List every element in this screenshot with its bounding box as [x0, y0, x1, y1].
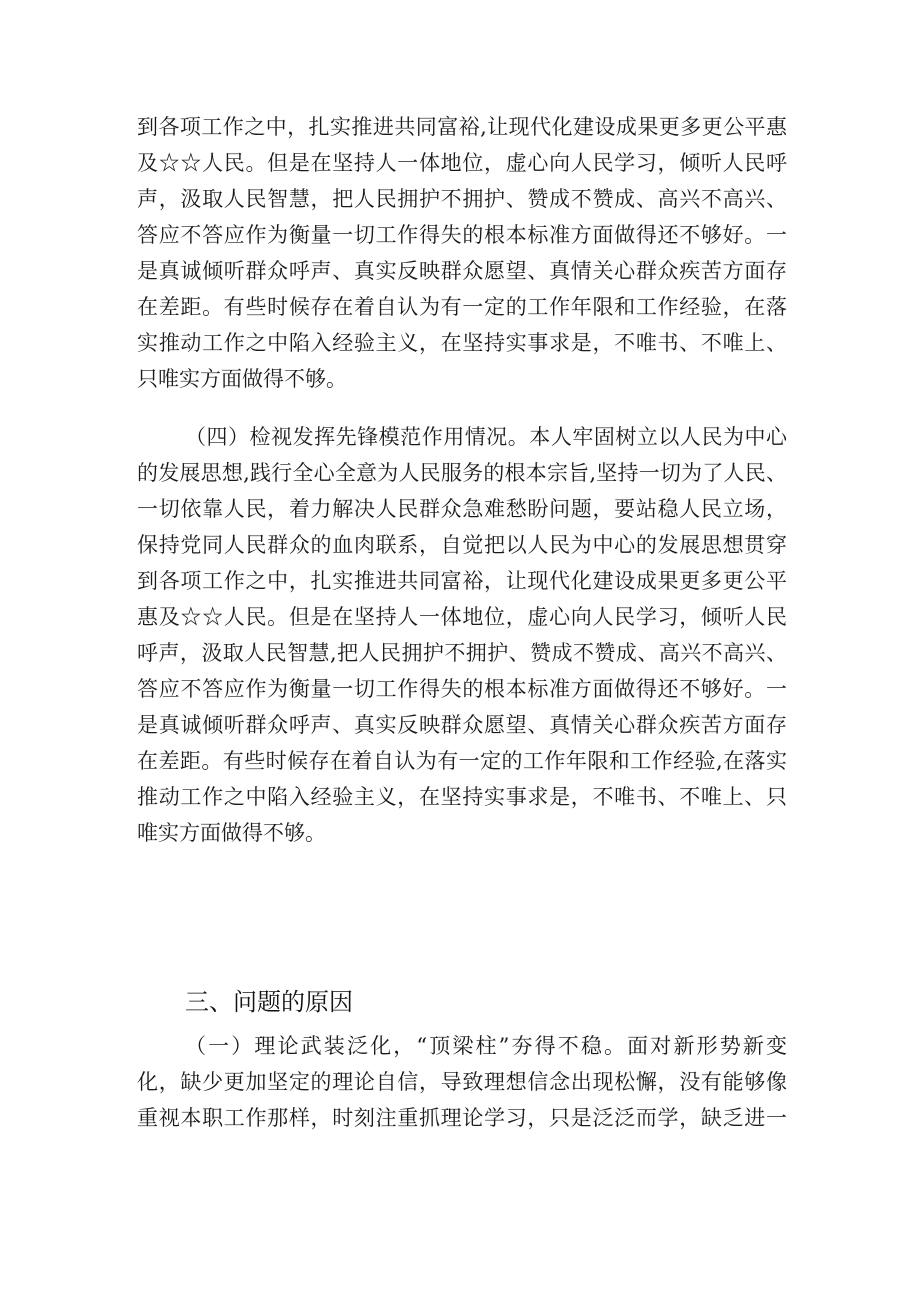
- text-line: 呼声，汲取人民智慧,把人民拥护不拥护、赞成不赞成、高兴不高兴、: [137, 641, 787, 665]
- text-line: 化，缺少更加坚定的理论自信，导致理想信念出现松懈，没有能够像: [137, 1070, 787, 1094]
- text-line: 在差距。有些时候存在着自认为有一定的工作年限和工作经验，在落: [137, 295, 787, 319]
- text-line: 答应不答应作为衡量一切工作得失的根本标准方面做得还不够好。一: [137, 223, 787, 247]
- text-line: 保持党同人民群众的血肉联系，自觉把以人民为中心的发展思想贯穿: [137, 533, 787, 557]
- text-line: （四）检视发挥先锋模范作用情况。本人牢固树立以人民为中心: [185, 425, 787, 449]
- text-line: 到各项工作之中，扎实推进共同富裕，让现代化建设成果更多更公平: [137, 569, 787, 593]
- text-line: 及☆☆人民。但是在坚持人一体地位，虚心向人民学习，倾听人民呼: [137, 151, 787, 175]
- text-line: 声，汲取人民智慧，把人民拥护不拥护、赞成不赞成、高兴不高兴、: [137, 187, 787, 211]
- text-line: 的发展思想,践行全心全意为人民服务的根本宗旨,坚持一切为了人民、: [137, 461, 787, 485]
- section-heading: 三、问题的原因: [185, 988, 353, 1016]
- text-line: 重视本职工作那样，时刻注重抓理论学习，只是泛泛而学，缺乏进一: [137, 1106, 787, 1130]
- text-line: （一）理论武装泛化，“顶梁柱”夯得不稳。面对新形势新变: [185, 1034, 787, 1058]
- text-line: 在差距。有些时候存在着自认为有一定的工作年限和工作经验,在落实: [137, 749, 787, 773]
- text-line: 推动工作之中陷入经验主义，在坚持实事求是，不唯书、不唯上、只: [137, 785, 787, 809]
- text-line: 只唯实方面做得不够。: [137, 367, 347, 391]
- text-line: 唯实方面做得不够。: [137, 821, 326, 845]
- text-line: 是真诚倾听群众呼声、真实反映群众愿望、真情关心群众疾苦方面存: [137, 713, 787, 737]
- text-line: 实推动工作之中陷入经验主义，在坚持实事求是，不唯书、不唯上、: [137, 331, 787, 355]
- text-line: 是真诚倾听群众呼声、真实反映群众愿望、真情关心群众疾苦方面存: [137, 259, 787, 283]
- text-line: 到各项工作之中，扎实推进共同富裕,让现代化建设成果更多更公平惠: [137, 115, 787, 139]
- text-line: 答应不答应作为衡量一切工作得失的根本标准方面做得还不够好。一: [137, 677, 787, 701]
- text-line: 一切依靠人民，着力解决人民群众急难愁盼问题，要站稳人民立场，: [137, 497, 787, 521]
- text-line: 惠及☆☆人民。但是在坚持人一体地位，虚心向人民学习，倾听人民: [137, 605, 787, 629]
